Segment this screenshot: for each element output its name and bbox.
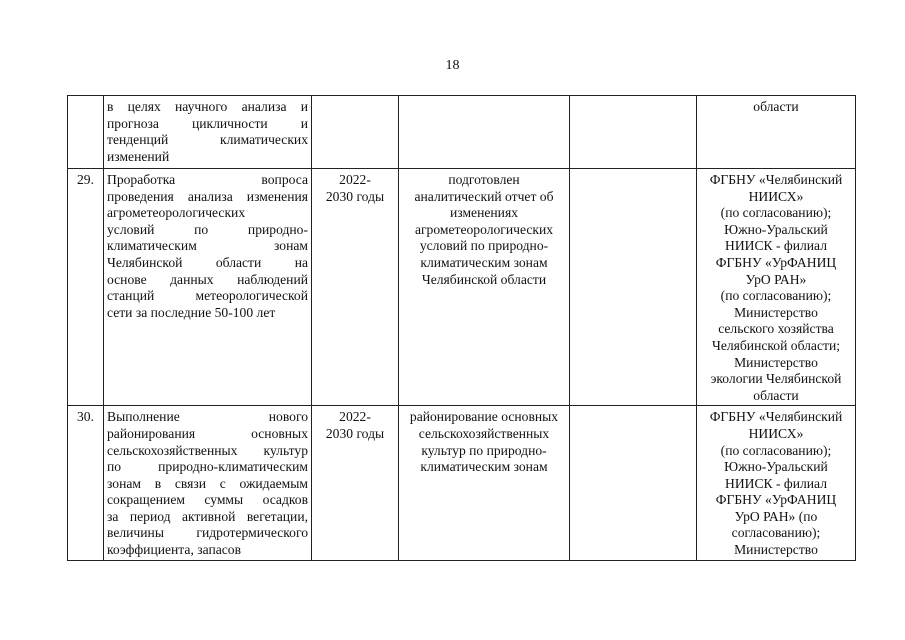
cell-line: основе данных наблюдений xyxy=(107,271,308,287)
cell-line: агрометеорологических xyxy=(414,221,554,237)
action-cell xyxy=(104,406,312,560)
cell-line: прогноза цикличности и xyxy=(107,115,308,131)
cell-line: условий по природно- xyxy=(419,238,549,254)
cell-line: тенденций климатических xyxy=(107,132,308,148)
cell-line: климатическим зонам xyxy=(420,254,548,270)
responsible-cell xyxy=(697,406,856,560)
result-cell xyxy=(399,169,570,406)
result-cell xyxy=(399,406,570,560)
table-row xyxy=(68,169,856,406)
cell-line: Челябинской области xyxy=(421,271,547,287)
cell-line: 2030 годы xyxy=(325,188,385,204)
cell-line: УрО РАН» (по xyxy=(734,508,818,524)
cell-line: климатическим зонам xyxy=(420,459,548,475)
table-row xyxy=(68,406,856,560)
cell-line: агрометеорологических xyxy=(107,205,246,221)
cell-line: сокращением суммы осадков xyxy=(107,492,308,508)
cell-line: изменений xyxy=(107,148,170,164)
responsible-cell xyxy=(697,96,856,169)
empty-cell xyxy=(570,169,697,406)
result-cell xyxy=(399,96,570,169)
cell-line: согласованию); xyxy=(731,525,821,541)
cell-line: по природно-климатическим xyxy=(107,459,308,475)
row-number-cell xyxy=(68,96,104,169)
cell-line: (по согласованию); xyxy=(720,288,832,304)
page-number: 18 xyxy=(445,58,460,73)
cell-line: области xyxy=(753,99,799,114)
cell-line: НИИСК - филиал xyxy=(725,238,827,254)
cell-line: ФГБНУ «Челябинский xyxy=(709,409,843,425)
cell-line: НИИСХ» xyxy=(748,188,804,204)
cell-line: 2022- xyxy=(339,409,371,425)
cell-line: Министерство xyxy=(734,354,818,370)
cell-line: Южно-Уральский xyxy=(724,459,828,475)
term-cell xyxy=(312,406,399,560)
empty-cell xyxy=(570,96,697,169)
action-cell xyxy=(104,96,312,169)
cell-line: Выполнение нового xyxy=(107,409,308,425)
cell-line: станций метеорологической xyxy=(107,288,308,304)
cell-line: Проработка вопроса xyxy=(107,172,308,187)
cell-line: районирования основных xyxy=(107,425,308,441)
empty-cell xyxy=(570,406,697,560)
measures-table xyxy=(67,95,856,561)
cell-line: НИИСК - филиал xyxy=(725,475,827,491)
cell-line: ФГБНУ «Челябинский xyxy=(709,172,843,187)
row-number-cell: 30. xyxy=(68,406,104,560)
row-number-cell: 29. xyxy=(68,169,104,406)
cell-line: сельского хозяйства xyxy=(718,321,834,337)
cell-line: условий по природно- xyxy=(107,221,308,237)
cell-line: Челябинской области; xyxy=(711,337,840,353)
cell-line: Министерство xyxy=(734,304,818,320)
cell-line: подготовлен xyxy=(448,172,520,187)
responsible-cell xyxy=(697,169,856,406)
cell-line: коэффициента, запасов xyxy=(107,542,242,558)
cell-line: УрО РАН» xyxy=(745,271,807,287)
cell-line: изменениях xyxy=(450,205,518,221)
cell-line: экологии Челябинской xyxy=(710,371,842,387)
cell-line: Министерство xyxy=(734,542,818,558)
cell-line: Челябинской области на xyxy=(107,254,308,270)
term-cell xyxy=(312,169,399,406)
cell-line: сельскохозяйственных культур xyxy=(107,442,308,458)
table-row xyxy=(68,96,856,169)
cell-line: аналитический отчет об xyxy=(414,188,554,204)
cell-line: 2022- xyxy=(339,172,371,187)
cell-line: области xyxy=(753,387,799,403)
cell-line: величины гидротермического xyxy=(107,525,308,541)
cell-line: зонам в связи с ожидаемым xyxy=(107,475,308,491)
action-cell xyxy=(104,169,312,406)
cell-line: за период активной вегетации, xyxy=(107,508,308,524)
cell-line: ФГБНУ «УрФАНИЦ xyxy=(715,492,837,508)
cell-line: 2030 годы xyxy=(325,425,385,441)
cell-line: НИИСХ» xyxy=(748,425,804,441)
cell-line: районирование основных xyxy=(409,409,559,425)
cell-line: климатическим зонам xyxy=(107,238,308,254)
cell-line: в целях научного анализа и xyxy=(107,99,308,114)
cell-line: ФГБНУ «УрФАНИЦ xyxy=(715,254,837,270)
cell-line: проведения анализа изменения xyxy=(107,188,308,204)
cell-line: (по согласованию); xyxy=(720,442,832,458)
cell-line: Южно-Уральский xyxy=(724,221,828,237)
term-cell xyxy=(312,96,399,169)
cell-line: (по согласованию); xyxy=(720,205,832,221)
cell-line: культур по природно- xyxy=(421,442,547,458)
cell-line: сети за последние 50-100 лет xyxy=(107,304,276,320)
cell-line: сельскохозяйственных xyxy=(418,425,550,441)
